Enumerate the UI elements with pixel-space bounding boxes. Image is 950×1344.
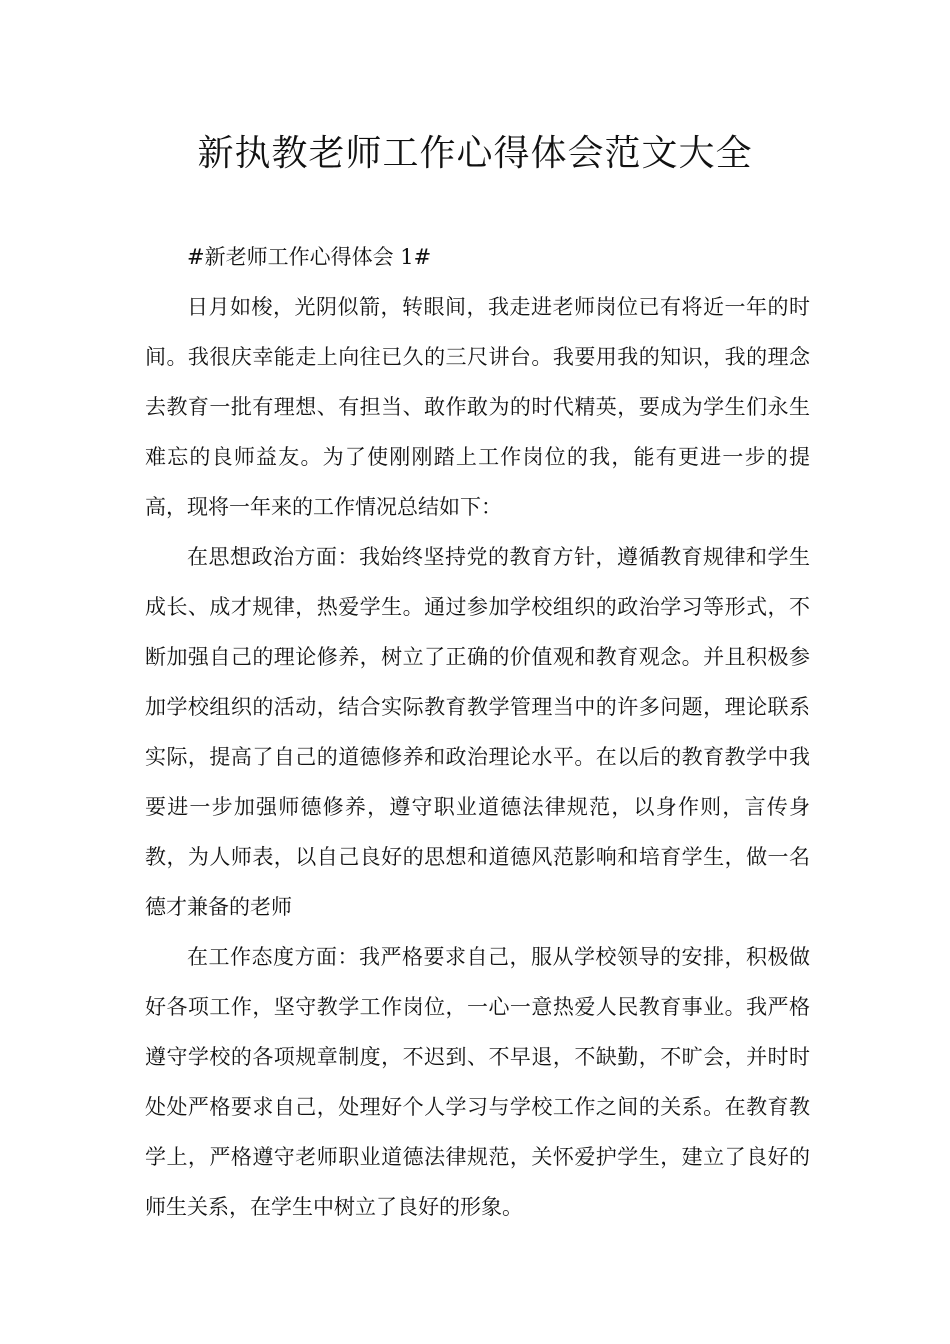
document-body <box>145 232 810 1232</box>
document-title: 新执教老师工作心得体会范文大全 <box>197 133 753 174</box>
paragraph-attitude: 在工作态度方面：我严格要求自己，服从学校领导的安排，积极做好各项工作，坚守教学工作岗位，一心一意热爱人民教育事业。我严格遵守学校的各项规章制度，不迟到、不早退，不缺勤，不旷会，并时时处处严格要求自己，处理好个人学习与学校工作之间的关系。在教育教学上，严格遵守老师职业道德法律规范，关怀爱护学生，建立了良好的师生关系，在学生中树立了良好的形象。 <box>145 945 810 1219</box>
paragraph-political: 在思想政治方面：我始终坚持党的教育方针，遵循教育规律和学生成长、成才规律，热爱学生。通过参加学校组织的政治学习等形式，不断加强自己的理论修养，树立了正确的价值观和教育观念。并且积极参加学校组织的活动，结合实际教育教学管理当中的许多问题，理论联系实际，提高了自己的道德修养和政治理论水平。在以后的教育教学中我要进一步加强师德修养，遵守职业道德法律规范，以身作则，言传身教，为人师表，以自己良好的思想和道德风范影响和培育学生，做一名德才兼备的老师 <box>145 545 810 919</box>
section-heading: #新老师工作心得体会 1# <box>187 245 432 269</box>
paragraph-intro: 日月如梭，光阴似箭，转眼间，我走进老师岗位已有将近一年的时间。我很庆幸能走上向往已久的三尺讲台。我要用我的知识，我的理念去教育一批有理想、有担当、敢作敢为的时代精英，要成为学生们永生难忘的良师益友。为了使刚刚踏上工作岗位的我，能有更进一步的提高，现将一年来的工作情况总结如下： <box>145 295 810 519</box>
